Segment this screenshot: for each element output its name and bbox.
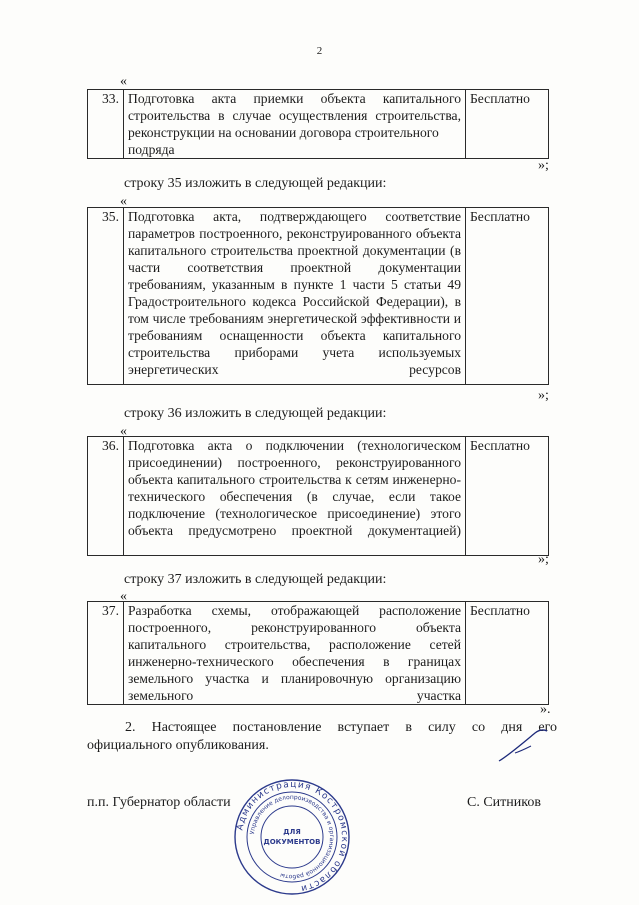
row-number: 33. (88, 90, 124, 159)
row-price: Бесплатно (466, 90, 549, 159)
open-quote: « (120, 194, 127, 209)
table-row (87, 89, 549, 159)
row-text: Подготовка акта, подтверждающего соответствие параметров построенного, реконструированного объекта капитального строительства проектной документации (в части соответствия проектной документации требованиям, указанным в пункте 1 части 5 статьи 49 Градостроительного кодекса Российской Федерации), в том числе требованиям энергетической эффективности и требованиям оснащенности объекта капитального строительства приборами учета используемых энергетических ресурсов (124, 208, 466, 385)
svg-text:ДЛЯ: ДЛЯ (283, 828, 301, 836)
row-text: Разработка схемы, отображающей расположение построенного, реконструированного объекта капитального строительства, расположение сетей инженерно-технического обеспечения в границах земельного участка и планировочную организацию земельного участка (124, 602, 466, 705)
close-quote: »; (538, 158, 549, 173)
handwritten-signature (495, 725, 555, 765)
table-row (87, 207, 549, 385)
row-number: 35. (88, 208, 124, 385)
signatory-name: С. Ситников (467, 795, 541, 810)
close-quote: ». (540, 702, 551, 717)
signatory-position: п.п. Губернатор области (87, 795, 231, 810)
row-number: 36. (88, 437, 124, 556)
table-row (87, 436, 549, 556)
row-price: Бесплатно (466, 437, 549, 556)
svg-text:ДОКУМЕНТОВ: ДОКУМЕНТОВ (263, 838, 321, 846)
open-quote: « (120, 589, 127, 604)
amendment-lead: строку 36 изложить в следующей редакции: (124, 406, 387, 421)
effective-date-line1: 2. Настоящее постановление вступает в силу со дня его (125, 720, 557, 735)
effective-date-line2: официального опубликования. (87, 738, 269, 753)
close-quote: »; (538, 388, 549, 403)
row-price: Бесплатно (466, 602, 549, 705)
svg-text:Администрация Костромской обла: Администрация Костромской области (235, 779, 350, 894)
row-text: Подготовка акта приемки объекта капитального строительства в случае осуществления строительства, реконструкции на основании договора строительного подряда (124, 90, 466, 159)
row-text: Подготовка акта о подключении (технологическом присоединении) построенного, реконструированного объекта капитального строительства к сетям инженерно-технического обеспечения (в случае, если такое подключение (технологическое присоединение) этого объекта предусмотрено проектной документацией) (124, 437, 466, 556)
official-stamp (233, 778, 351, 896)
close-quote: »; (538, 552, 549, 567)
svg-text:Управление делопроизводства и: Управление делопроизводства и организационной работы (249, 793, 336, 881)
page-number: 2 (316, 45, 323, 57)
amendment-lead: строку 37 изложить в следующей редакции: (124, 572, 387, 587)
table-row (87, 601, 549, 705)
amendment-lead: строку 35 изложить в следующей редакции: (124, 176, 387, 191)
open-quote: « (120, 424, 127, 439)
open-quote: « (120, 74, 127, 89)
row-price: Бесплатно (466, 208, 549, 385)
row-number: 37. (88, 602, 124, 705)
